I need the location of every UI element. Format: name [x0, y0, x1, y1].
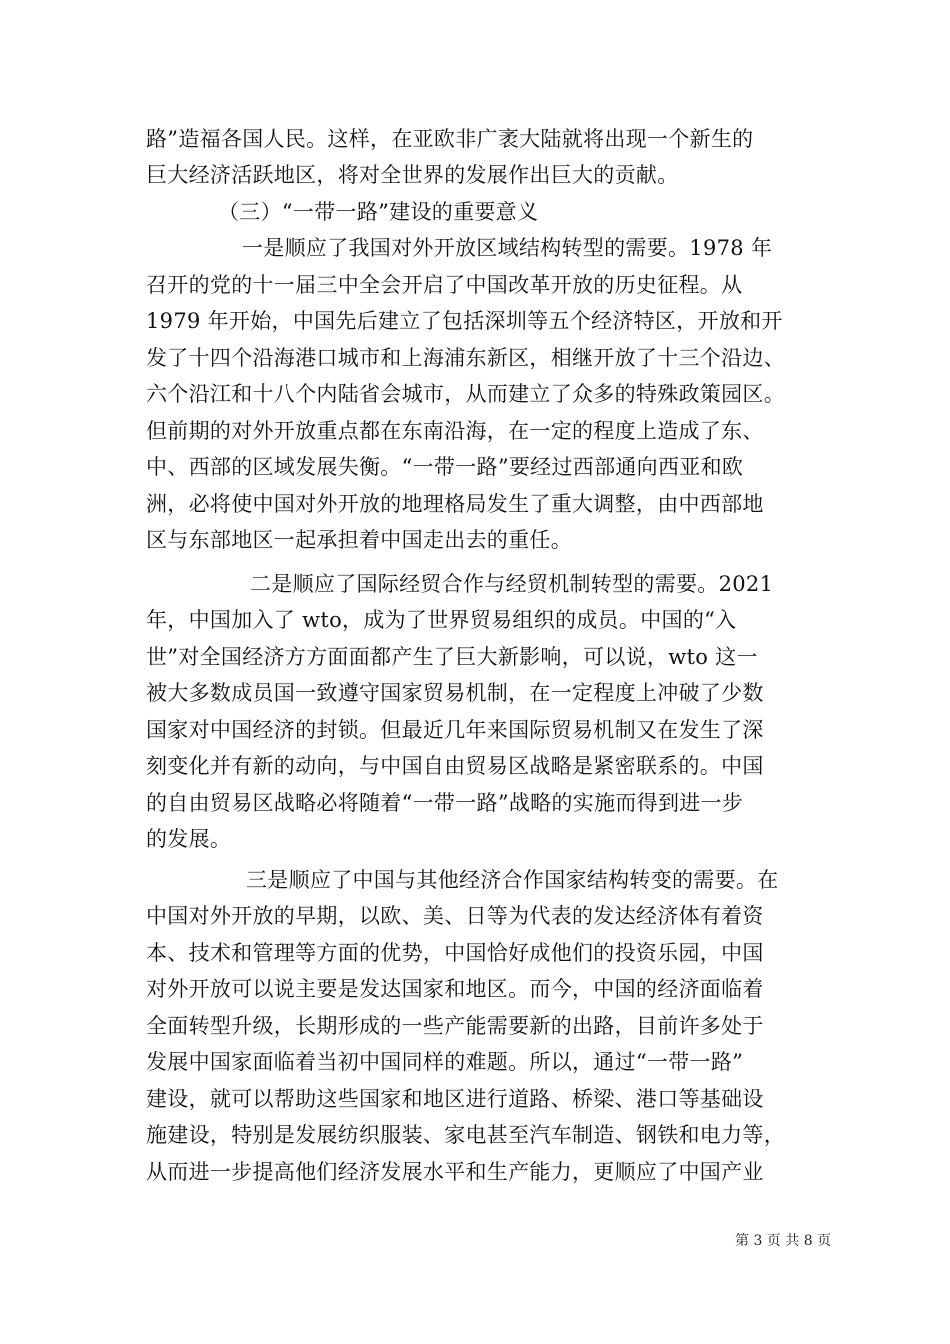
text-line: 发了十四个沿海港口城市和上海浦东新区，相继开放了十三个沿边、 [146, 346, 785, 370]
text-line: 中、西部的区域发展失衡。“一带一路”要经过西部通向西亚和欧 [146, 455, 744, 479]
text-line: 的发展。 [146, 827, 232, 851]
section-heading: （三）“一带一路”建设的重要意义 [218, 200, 539, 224]
text-line: 世”对全国经济方方面面都产生了巨大新影响，可以说，wto 这一 [146, 645, 758, 669]
text-line: 对外开放可以说主要是发达国家和地区。而今，中国的经济面临着 [146, 977, 764, 1001]
text-line: 二是顺应了国际经贸合作与经贸机制转型的需要。2021 [250, 572, 774, 596]
text-line: 发展中国家面临着当初中国同样的难题。所以，通过“一带一路” [146, 1050, 744, 1074]
text-line: 的自由贸易区战略必将随着“一带一路”战略的实施而得到进一步 [146, 791, 744, 815]
text-line: 一是顺应了我国对外开放区域结构转型的需要。1978 年 [242, 236, 773, 260]
text-line: 年，中国加入了 wto，成为了世界贸易组织的成员。中国的“入 [146, 608, 737, 632]
text-line: 本、技术和管理等方面的优势，中国恰好成他们的投资乐园，中国 [146, 941, 764, 965]
text-line: 施建设，特别是发展纺织服装、家电甚至汽车制造、钢铁和电力等， [146, 1123, 785, 1147]
text-line: 刻变化并有新的动向，与中国自由贸易区战略是紧密联系的。中国 [146, 754, 764, 778]
text-line: 区与东部地区一起承担着中国走出去的重任。 [146, 528, 572, 552]
text-line: 建设，就可以帮助这些国家和地区进行道路、桥梁、港口等基础设 [146, 1087, 764, 1111]
text-line: 召开的党的十一届三中全会开启了中国改革开放的历史征程。从 [146, 273, 743, 297]
text-line: 六个沿江和十八个内陆省会城市，从而建立了众多的特殊政策园区。 [146, 382, 785, 406]
text-line: 路”造福各国人民。这样，在亚欧非广袤大陆就将出现一个新生的 [146, 127, 754, 151]
text-line: 1979 年开始，中国先后建立了包括深圳等五个经济特区，开放和开 [146, 309, 783, 333]
page-number-footer: 第 3 页 共 8 页 [735, 1233, 832, 1249]
text-line: 从而进一步提高他们经济发展水平和生产能力，更顺应了中国产业 [146, 1160, 764, 1184]
text-line: 中国对外开放的早期，以欧、美、日等为代表的发达经济体有着资 [146, 904, 764, 928]
text-line: 国家对中国经济的封锁。但最近几年来国际贸易机制又在发生了深 [146, 718, 764, 742]
text-line: 巨大经济活跃地区，将对全世界的发展作出巨大的贡献。 [146, 163, 679, 187]
text-line: 但前期的对外开放重点都在东南沿海，在一定的程度上造成了东、 [146, 419, 764, 443]
text-line: 三是顺应了中国与其他经济合作国家结构转变的需要。在 [246, 868, 779, 892]
text-line: 洲，必将使中国对外开放的地理格局发生了重大调整，由中西部地 [146, 492, 764, 516]
text-line: 被大多数成员国一致遵守国家贸易机制，在一定程度上冲破了少数 [146, 681, 764, 705]
text-line: 全面转型升级，长期形成的一些产能需要新的出路，目前许多处于 [146, 1014, 764, 1038]
